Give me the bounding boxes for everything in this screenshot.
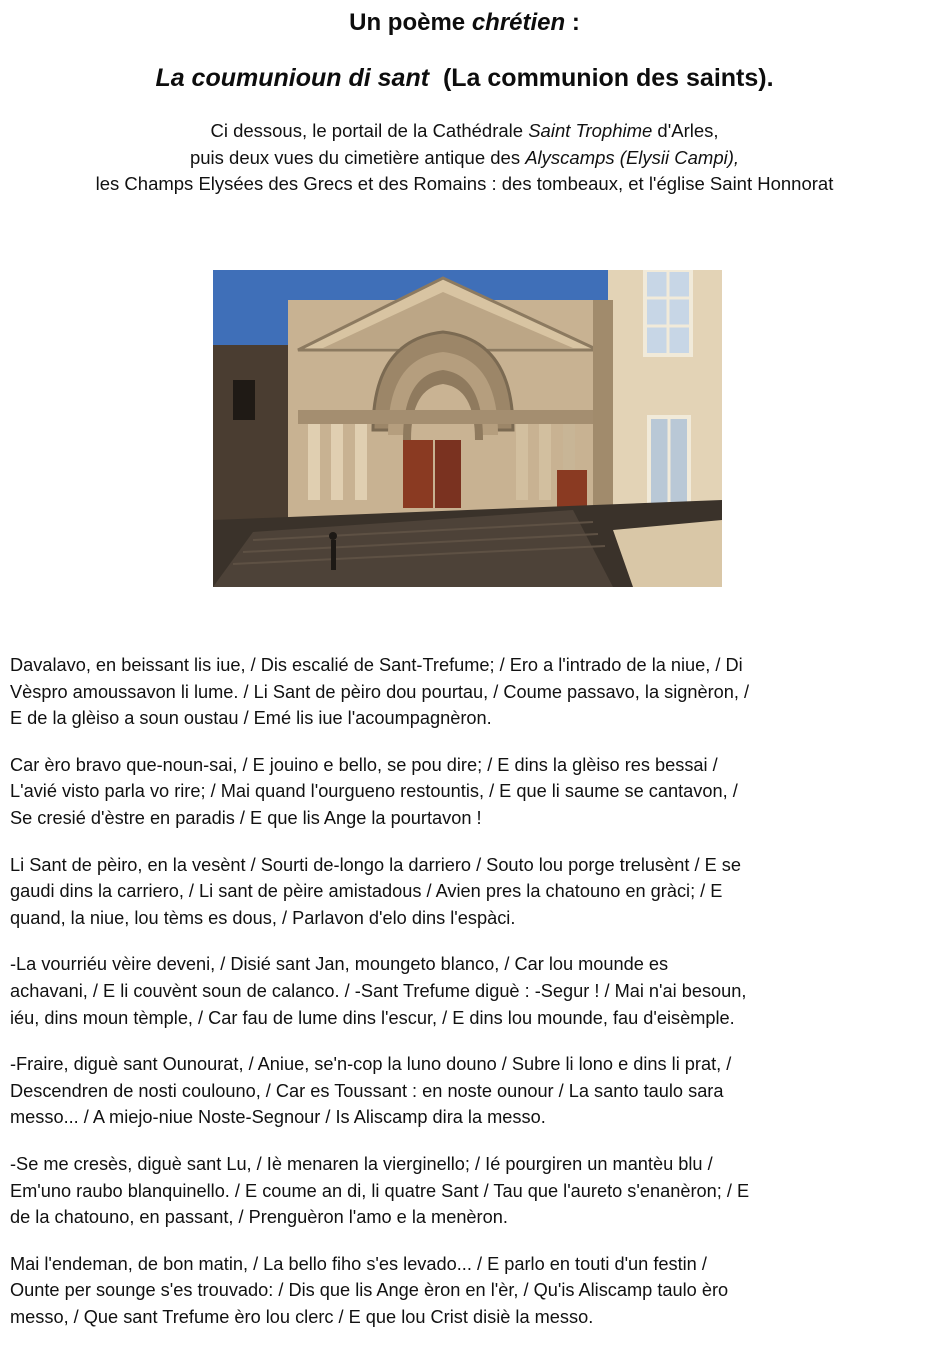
poem-stanza-5 xyxy=(10,1051,922,1131)
poem-stanza-7 xyxy=(10,1251,922,1331)
poem-line: E de la glèiso a soun oustau / Emé lis iue l'acoumpagnèron. xyxy=(10,708,492,729)
poem-line: de la chatouno, en passant, / Prenguèron l'amo e la menèron. xyxy=(10,1207,508,1228)
subtitle-occitan: La coumunioun di sant xyxy=(155,64,430,92)
poem-line: Li Sant de pèiro, en la vesènt / Sourti de-longo la darriero / Souto lou porge trelusènt / E se xyxy=(10,854,741,875)
poem-line: quand, la niue, lou tèms es dous, / Parlavon d'elo dins l'espàci. xyxy=(10,907,516,928)
poem-stanza-4 xyxy=(10,951,922,1031)
poem-line: Descendren de nosti coulouno, / Car es Toussant : en noste ounour / La santo taulo sara xyxy=(10,1080,724,1101)
caption-line-3: les Champs Elysées des Grecs et des Romains : des tombeaux, et l'église Saint Honnorat xyxy=(95,173,834,194)
poem-line: messo, / Que sant Trefume èro lou clerc / E que lou Crist disiè la messo. xyxy=(10,1306,594,1327)
title-emphasis: chrétien xyxy=(471,9,566,36)
poem-subtitle xyxy=(0,62,929,94)
poem-stanza-1 xyxy=(10,652,922,732)
poem-line: -Se me cresès, diguè sant Lu, / Iè menaren la vierginello; / Ié pourgiren un mantèu blu / xyxy=(10,1153,713,1174)
poem-stanza-2 xyxy=(10,752,922,832)
left-door xyxy=(403,440,433,508)
photo-caption xyxy=(0,118,929,198)
caption-text: puis deux vues du cimetière antique des xyxy=(189,146,526,168)
caption-line-2 xyxy=(0,145,929,172)
cathedral-portal-image xyxy=(213,270,722,587)
poem-line: iéu, dins moun tèmple, / Car fau de lume dins l'escur, / E dins lou mounde, fau d'eisèmple. xyxy=(10,1007,735,1028)
caption-italic: Saint Trophime xyxy=(528,120,653,141)
poem-line: achavani, / E li couvènt soun de calanco. / -Sant Trefume diguè : -Segur ! / Mai n'ai besoun, xyxy=(10,980,747,1001)
poem-line: L'avié visto parla vo rire; / Mai quand l'ourgueno restountis, / E que li saume se cantavon, / xyxy=(10,781,738,802)
poem-line: Se cresié d'èstre en paradis / E que lis Ange la pourtavon ! xyxy=(10,807,482,828)
title-prefix: Un poème xyxy=(349,9,472,36)
poem-stanza-3 xyxy=(10,852,922,932)
poem-stanza-6 xyxy=(10,1151,922,1231)
poem-line: Davalavo, en beissant lis iue, / Dis escalié de Sant-Trefume; / Ero a l'intrado de la niue, / Di xyxy=(10,655,743,675)
poem-line: gaudi dins la carriero, / Li sant de pèire amistadous / Avien pres la chatouno en gràci; / E xyxy=(10,881,723,902)
poem-line: -Fraire, diguè sant Ounourat, / Aniue, se'n-cop la luno douno / Subre li lono e dins li prat, / xyxy=(10,1054,732,1075)
poem-line: Car èro bravo que-noun-sai, / E jouino e bello, se pou dire; / E dins la glèiso res bessai / xyxy=(10,754,718,775)
poem-line: Vèspro amoussavon li lume. / Li Sant de pèiro dou pourtau, / Coume passavo, la signèron, / xyxy=(10,681,750,702)
poem-line: Em'uno raubo blanquinello. / E coume an di, li quatre Sant / Tau que l'aureto s'enanèron; / E xyxy=(10,1180,750,1201)
poem-line: messo... / A miejo-niue Noste-Segnour / Is Aliscamp dira la messo. xyxy=(10,1107,546,1128)
cathedral-photo xyxy=(213,270,722,587)
subtitle-french: (La communion des saints). xyxy=(442,64,774,92)
poem-body xyxy=(10,652,922,1347)
caption-line-1 xyxy=(0,118,929,145)
poem-line: Ounte per sounge s'es trouvado: / Dis que lis Ange èron en l'èr, / Qu'is Aliscamp taulo èro xyxy=(10,1280,729,1301)
caption-italic: Alyscamps (Elysii Campi), xyxy=(525,146,740,168)
poem-line: -La vourriéu vèire deveni, / Disié sant Jan, moungeto blanco, / Car lou mounde es xyxy=(10,954,669,975)
poem-line: Mai l'endeman, de bon matin, / La bello fiho s'es levado... / E parlo en touti d'un festin / xyxy=(10,1253,707,1274)
caption-text: d'Arles, xyxy=(652,120,719,141)
caption-text: Ci dessous, le portail de la Cathédrale xyxy=(210,120,529,141)
right-door xyxy=(435,440,461,508)
title-suffix: : xyxy=(565,9,580,36)
page-title xyxy=(0,8,929,38)
